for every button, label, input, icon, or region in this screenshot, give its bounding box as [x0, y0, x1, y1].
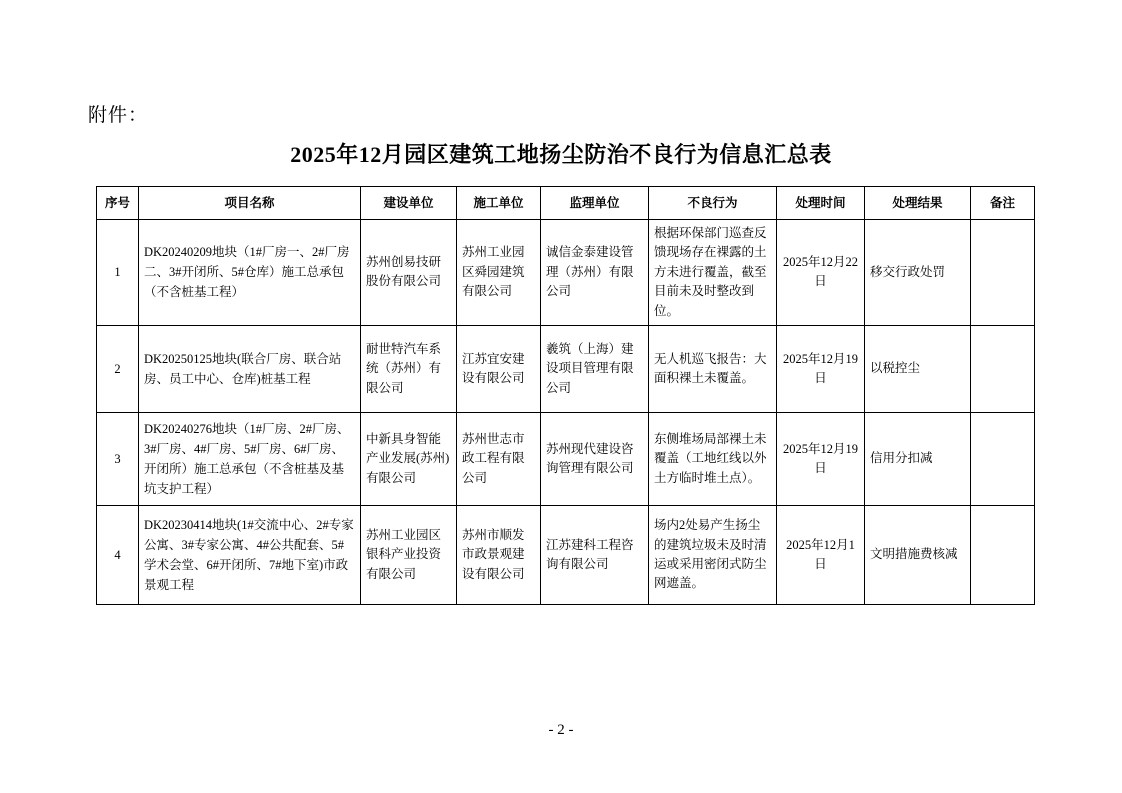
cell-time: 2025年12月19日	[777, 412, 865, 505]
cell-builder: 中新具身智能产业发展(苏州)有限公司	[361, 412, 457, 505]
cell-result: 信用分扣减	[865, 412, 971, 505]
cell-index: 3	[97, 412, 139, 505]
cell-result: 移交行政处罚	[865, 220, 971, 326]
cell-project: DK20250125地块(联合厂房、联合站房、员工中心、仓库)桩基工程	[139, 325, 361, 412]
page-title: 2025年12月园区建筑工地扬尘防治不良行为信息汇总表	[290, 142, 832, 167]
cell-constructor: 苏州市顺发市政景观建设有限公司	[457, 505, 541, 604]
cell-index: 4	[97, 505, 139, 604]
cell-result: 以税控尘	[865, 325, 971, 412]
cell-behavior: 无人机巡飞报告：大面积裸土未覆盖。	[649, 325, 777, 412]
cell-supervisor: 诚信金泰建设管理（苏州）有限公司	[541, 220, 649, 326]
table-row	[97, 220, 1035, 326]
cell-time: 2025年12月1日	[777, 505, 865, 604]
cell-supervisor: 江苏建科工程咨询有限公司	[541, 505, 649, 604]
cell-builder: 苏州工业园区银科产业投资有限公司	[361, 505, 457, 604]
table-header-row	[97, 187, 1035, 220]
page-number: - 2 -	[548, 722, 574, 738]
cell-note	[971, 325, 1035, 412]
cell-time: 2025年12月19日	[777, 325, 865, 412]
cell-index: 2	[97, 325, 139, 412]
cell-supervisor: 苏州现代建设咨询管理有限公司	[541, 412, 649, 505]
cell-constructor: 江苏宜安建设有限公司	[457, 325, 541, 412]
cell-behavior: 场内2处易产生扬尘的建筑垃圾未及时清运或采用密闭式防尘网遮盖。	[649, 505, 777, 604]
column-header-project: 项目名称	[139, 187, 361, 220]
cell-project: DK20230414地块(1#交流中心、2#专家公寓、3#专家公寓、4#公共配套、5#学术会堂、6#开闭所、7#地下室)市政景观工程	[139, 505, 361, 604]
cell-index: 1	[97, 220, 139, 326]
cell-behavior: 根据环保部门巡查反馈现场存在裸露的土方未进行覆盖，截至目前未及时整改到位。	[649, 220, 777, 326]
table-row	[97, 412, 1035, 505]
cell-constructor: 苏州工业园区舜园建筑有限公司	[457, 220, 541, 326]
attachment-label: 附件：	[88, 105, 149, 126]
dust-violation-table	[96, 186, 1035, 605]
cell-supervisor: 羲筑（上海）建设项目管理有限公司	[541, 325, 649, 412]
cell-time: 2025年12月22日	[777, 220, 865, 326]
cell-project: DK20240276地块（1#厂房、2#厂房、3#厂房、4#厂房、5#厂房、6#厂房、开闭所）施工总承包（不含桩基及基坑支护工程）	[139, 412, 361, 505]
column-header-behavior: 不良行为	[649, 187, 777, 220]
column-header-supervisor: 监理单位	[541, 187, 649, 220]
cell-constructor: 苏州世志市政工程有限公司	[457, 412, 541, 505]
cell-builder: 耐世特汽车系统（苏州）有限公司	[361, 325, 457, 412]
cell-result: 文明措施费核减	[865, 505, 971, 604]
cell-note	[971, 505, 1035, 604]
table-row	[97, 325, 1035, 412]
column-header-index: 序号	[97, 187, 139, 220]
column-header-time: 处理时间	[777, 187, 865, 220]
cell-note	[971, 412, 1035, 505]
column-header-result: 处理结果	[865, 187, 971, 220]
column-header-builder: 建设单位	[361, 187, 457, 220]
column-header-note: 备注	[971, 187, 1035, 220]
cell-note	[971, 220, 1035, 326]
table-row	[97, 505, 1035, 604]
cell-builder: 苏州创易技研股份有限公司	[361, 220, 457, 326]
cell-behavior: 东侧堆场局部裸土未覆盖（工地红线以外土方临时堆土点）。	[649, 412, 777, 505]
cell-project: DK20240209地块（1#厂房一、2#厂房二、3#开闭所、5#仓库）施工总承包（不含桩基工程）	[139, 220, 361, 326]
column-header-constructor: 施工单位	[457, 187, 541, 220]
